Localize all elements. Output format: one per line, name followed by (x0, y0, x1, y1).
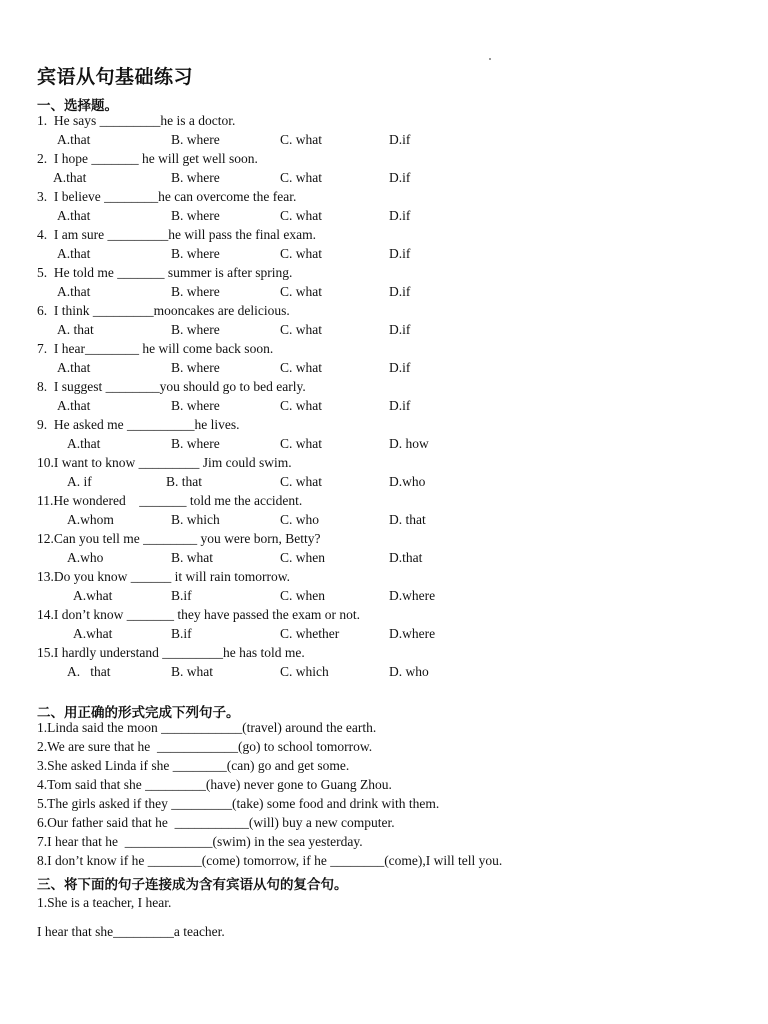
option-d[interactable]: D.if (389, 322, 411, 337)
options-row (0, 664, 500, 683)
option-b[interactable]: B. where (171, 322, 220, 337)
question-stem: 3. I believe ________he can overcome the fear. (37, 189, 297, 204)
options-row (0, 588, 500, 607)
scan-speck (489, 58, 491, 60)
option-a[interactable]: A.who (67, 550, 104, 565)
options-row (0, 208, 500, 227)
options-row (0, 512, 500, 531)
options-row (0, 170, 500, 189)
option-c[interactable]: C. what (280, 132, 322, 147)
option-b[interactable]: B. where (171, 132, 220, 147)
option-a[interactable]: A.that (57, 246, 91, 261)
question-stem: 9. He asked me __________he lives. (37, 417, 240, 432)
question-stem: 13.Do you know ______ it will rain tomorrow. (37, 569, 290, 584)
option-b[interactable]: B.if (171, 626, 192, 641)
options-row (0, 246, 500, 265)
option-b[interactable]: B. where (171, 246, 220, 261)
question-stem: 10.I want to know _________ Jim could swim. (37, 455, 292, 470)
fill-in-item: 6.Our father said that he ___________(will) buy a new computer. (37, 815, 395, 830)
option-b[interactable]: B. that (166, 474, 202, 489)
options-row (0, 398, 500, 417)
option-d[interactable]: D.if (389, 208, 411, 223)
option-c[interactable]: C. when (280, 588, 325, 603)
option-b[interactable]: B. where (171, 208, 220, 223)
question-stem: 8. I suggest ________you should go to bed early. (37, 379, 306, 394)
fill-in-item: 7.I hear that he _____________(swim) in the sea yesterday. (37, 834, 363, 849)
worksheet-title: 宾语从句基础练习 (37, 66, 194, 88)
question-stem: 4. I am sure _________he will pass the final exam. (37, 227, 316, 242)
question-stem: 2. I hope _______ he will get well soon. (37, 151, 258, 166)
options-row (0, 626, 500, 645)
option-a[interactable]: A. that (57, 322, 94, 337)
option-a[interactable]: A. if (67, 474, 92, 489)
question-stem: 1. He says _________he is a doctor. (37, 113, 236, 128)
section2-heading: 二、用正确的形式完成下列句子。 (37, 705, 240, 721)
option-d[interactable]: D.if (389, 170, 411, 185)
option-a[interactable]: A.what (73, 588, 113, 603)
option-c[interactable]: C. when (280, 550, 325, 565)
option-c[interactable]: C. what (280, 208, 322, 223)
combine-answer-line: I hear that she_________a teacher. (37, 924, 225, 939)
question-stem: 12.Can you tell me ________ you were born, Betty? (37, 531, 321, 546)
option-d[interactable]: D. that (389, 512, 426, 527)
fill-in-item: 3.She asked Linda if she ________(can) go and get some. (37, 758, 350, 773)
option-d[interactable]: D.that (389, 550, 423, 565)
option-c[interactable]: C. what (280, 360, 322, 375)
option-a[interactable]: A.that (57, 208, 91, 223)
option-c[interactable]: C. what (280, 398, 322, 413)
option-d[interactable]: D. who (389, 664, 429, 679)
question-stem: 5. He told me _______ summer is after spring. (37, 265, 293, 280)
option-b[interactable]: B.if (171, 588, 192, 603)
option-d[interactable]: D.if (389, 246, 411, 261)
option-c[interactable]: C. which (280, 664, 329, 679)
fill-in-item: 5.The girls asked if they _________(take) some food and drink with them. (37, 796, 440, 811)
option-a[interactable]: A.that (53, 170, 87, 185)
question-stem: 6. I think _________mooncakes are delicious. (37, 303, 290, 318)
fill-in-item: 4.Tom said that she _________(have) never gone to Guang Zhou. (37, 777, 392, 792)
section3-heading: 三、将下面的句子连接成为含有宾语从句的复合句。 (37, 877, 348, 893)
option-c[interactable]: C. what (280, 170, 322, 185)
option-a[interactable]: A.that (57, 398, 91, 413)
option-d[interactable]: D.where (389, 626, 436, 641)
option-d[interactable]: D.if (389, 360, 411, 375)
option-d[interactable]: D.if (389, 284, 411, 299)
question-stem: 14.I don’t know _______ they have passed the exam or not. (37, 607, 360, 622)
fill-in-item: 8.I don’t know if he ________(come) tomorrow, if he ________(come),I will tell you. (37, 853, 503, 868)
options-row (0, 436, 500, 455)
option-d[interactable]: D. how (389, 436, 429, 451)
option-a[interactable]: A. that (67, 664, 111, 679)
options-row (0, 322, 500, 341)
option-a[interactable]: A.that (57, 360, 91, 375)
option-a[interactable]: A.whom (67, 512, 114, 527)
option-a[interactable]: A.what (73, 626, 113, 641)
option-b[interactable]: B. which (171, 512, 220, 527)
option-d[interactable]: D.if (389, 398, 411, 413)
options-row (0, 360, 500, 379)
option-b[interactable]: B. where (171, 284, 220, 299)
option-d[interactable]: D.where (389, 588, 436, 603)
option-c[interactable]: C. whether (280, 626, 340, 641)
option-b[interactable]: B. where (171, 398, 220, 413)
option-a[interactable]: A.that (57, 132, 91, 147)
option-b[interactable]: B. where (171, 170, 220, 185)
fill-in-item: 1.Linda said the moon ____________(travel) around the earth. (37, 720, 377, 735)
option-c[interactable]: C. what (280, 246, 322, 261)
question-stem: 7. I hear________ he will come back soon. (37, 341, 274, 356)
options-row (0, 474, 500, 493)
option-c[interactable]: C. who (280, 512, 320, 527)
option-a[interactable]: A.that (67, 436, 101, 451)
option-a[interactable]: A.that (57, 284, 91, 299)
option-d[interactable]: D.who (389, 474, 426, 489)
options-row (0, 550, 500, 569)
options-row (0, 284, 500, 303)
combine-question: 1.She is a teacher, I hear. (37, 895, 172, 910)
options-row (0, 132, 500, 151)
option-b[interactable]: B. where (171, 360, 220, 375)
option-c[interactable]: C. what (280, 436, 322, 451)
section1-heading: 一、选择题。 (37, 98, 118, 114)
option-b[interactable]: B. what (171, 664, 213, 679)
question-stem: 11.He wondered _______ told me the accident. (37, 493, 303, 508)
question-stem: 15.I hardly understand _________he has told me. (37, 645, 305, 660)
option-d[interactable]: D.if (389, 132, 411, 147)
option-b[interactable]: B. where (171, 436, 220, 451)
option-c[interactable]: C. what (280, 284, 322, 299)
fill-in-item: 2.We are sure that he ____________(go) to school tomorrow. (37, 739, 373, 754)
option-c[interactable]: C. what (280, 322, 322, 337)
option-c[interactable]: C. what (280, 474, 322, 489)
option-b[interactable]: B. what (171, 550, 213, 565)
